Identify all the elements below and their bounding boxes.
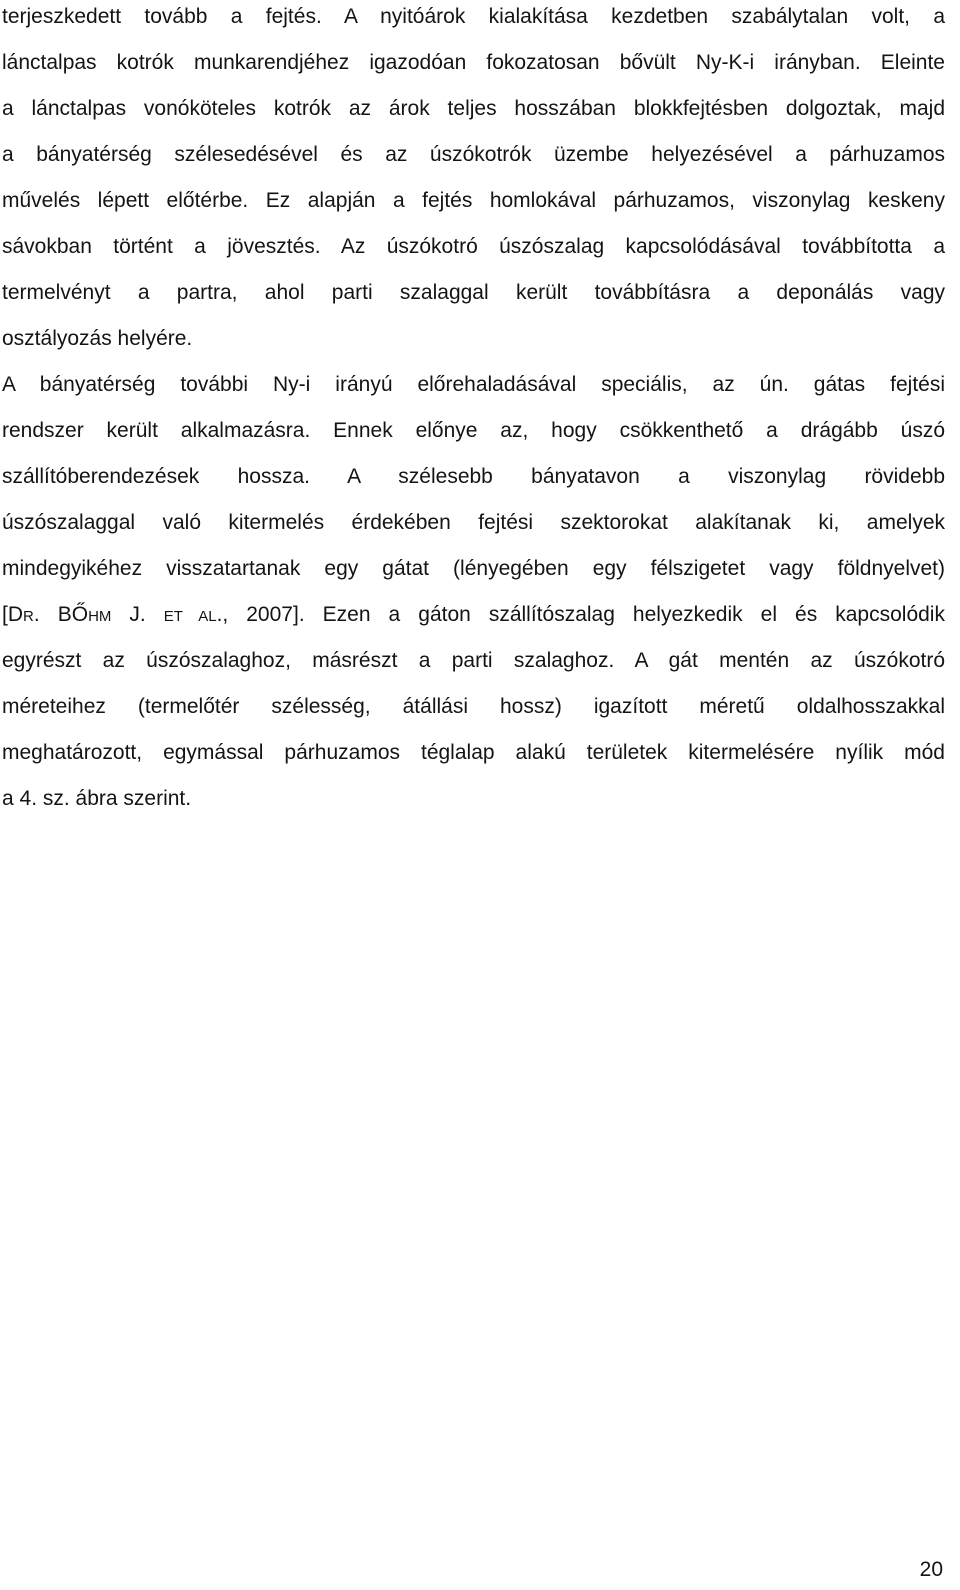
page-number: 20 [919, 1558, 943, 1581]
text-line: meghatározott, egymással párhuzamos téglalap alakú területek kitermelésére nyílik mód [2, 741, 945, 764]
text-line: mindegyikéhez visszatartanak egy gátat (lényegében egy félszigetet vagy földnyelvet) [2, 557, 945, 580]
text-line: termelvényt a partra, ahol parti szalaggal került továbbításra a deponálás vagy [2, 281, 945, 304]
text-line: úszószalaggal való kitermelés érdekében fejtési szektorokat alakítanak ki, amelyek [2, 511, 945, 534]
text-line: művelés lépett előtérbe. Ez alapján a fejtés homlokával párhuzamos, viszonylag keskeny [2, 189, 945, 212]
text-line: osztályozás helyére. [2, 327, 193, 350]
text-line-citation: [DR. BŐHM J. ET AL., 2007]. Ezen a gáton szállítószalag helyezkedik el és kapcsolódik [2, 603, 945, 626]
text-line: terjeszkedett tovább a fejtés. A nyitóárok kialakítása kezdetben szabálytalan volt, a [2, 5, 945, 28]
text-line: méreteihez (termelőtér szélesség, átállási hossz) igazított méretű oldalhosszakkal [2, 695, 945, 718]
text-line: a 4. sz. ábra szerint. [2, 787, 192, 810]
text-line: lánctalpas kotrók munkarendjéhez igazodóan fokozatosan bővült Ny-K-i irányban. Eleinte [2, 51, 945, 74]
text-line: szállítóberendezések hossza. A szélesebb bányatavon a viszonylag rövidebb [2, 465, 945, 488]
text-line: egyrészt az úszószalaghoz, másrészt a parti szalaghoz. A gát mentén az úszókotró [2, 649, 945, 672]
text-line: rendszer került alkalmazásra. Ennek előnye az, hogy csökkenthető a drágább úszó [2, 419, 945, 442]
text-line: sávokban történt a jövesztés. Az úszókotró úszószalag kapcsolódásával továbbította a [2, 235, 945, 258]
text-line: a lánctalpas vonóköteles kotrók az árok teljes hosszában blokkfejtésben dolgoztak, majd [2, 97, 945, 120]
citation: [DR. BŐHM J. ET AL., 2007] [2, 603, 299, 626]
text-line: A bányatérség további Ny-i irányú előrehaladásával speciális, az ún. gátas fejtési [2, 373, 945, 396]
text-line: a bányatérség szélesedésével és az úszókotrók üzembe helyezésével a párhuzamos [2, 143, 945, 166]
